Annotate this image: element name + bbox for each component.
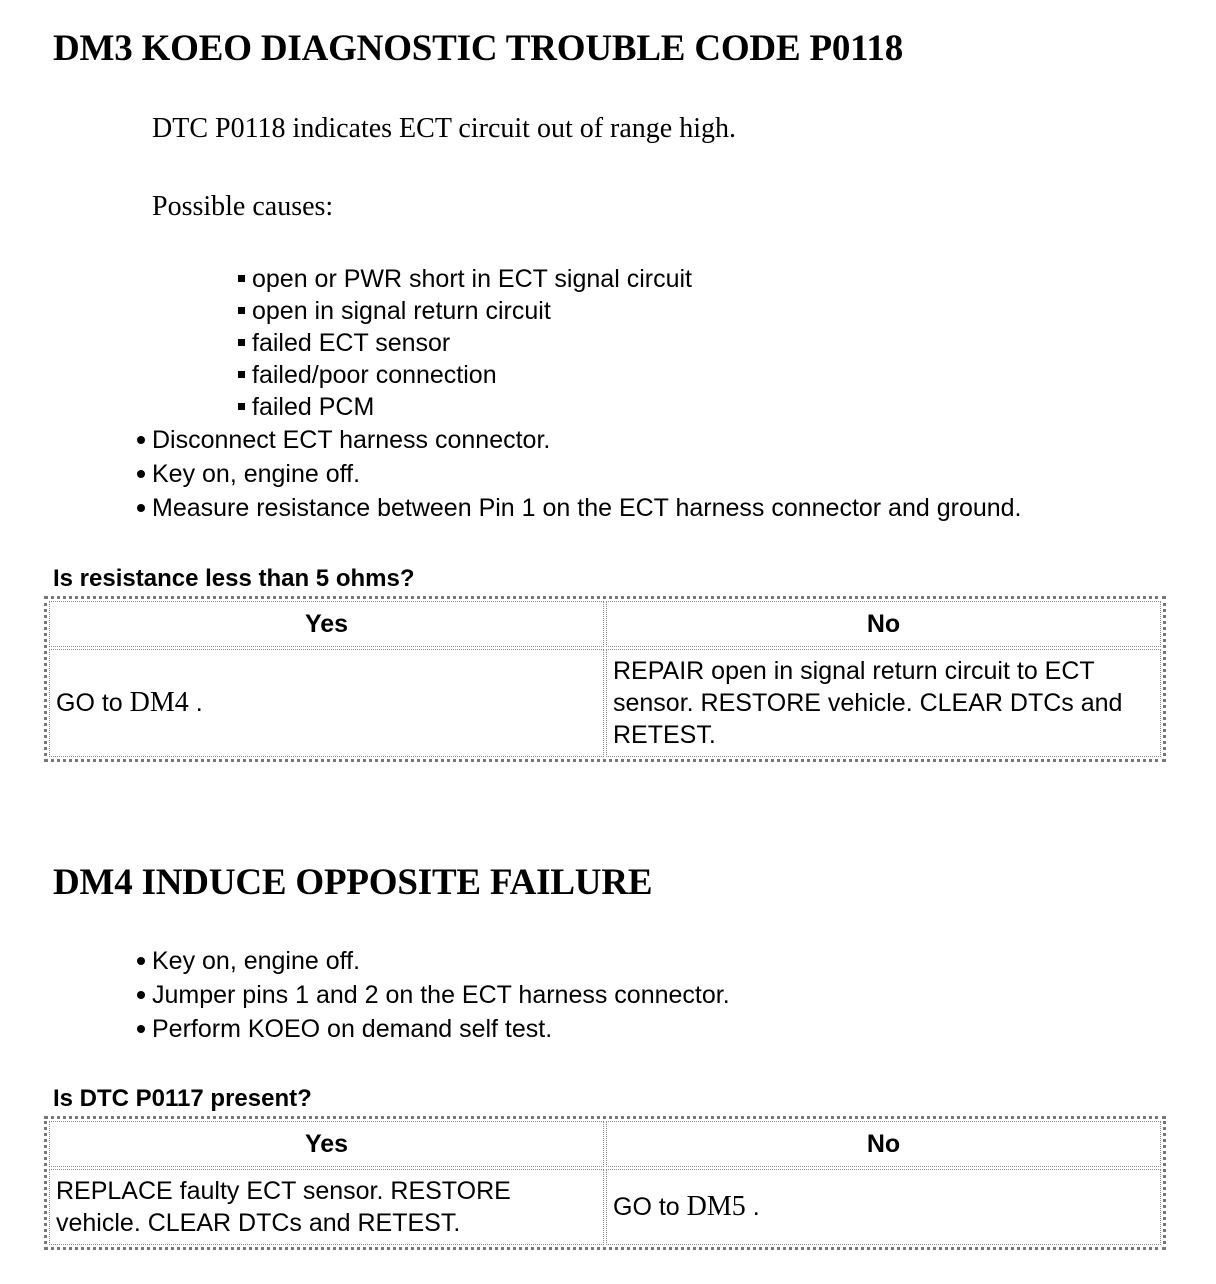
no-cell: REPAIR open in signal return circuit to ECT sensor. RESTORE vehicle. CLEAR DTCs and RETEST.: [606, 649, 1161, 757]
yes-cell: REPLACE faulty ECT sensor. RESTORE vehicle. CLEAR DTCs and RETEST.: [49, 1169, 604, 1245]
step-item: Jumper pins 1 and 2 on the ECT harness connector.: [137, 978, 730, 1012]
yes-header: Yes: [49, 1121, 604, 1167]
dm3-causes-list: [238, 263, 692, 423]
dm3-title: DM3 KOEO DIAGNOSTIC TROUBLE CODE P0118: [53, 28, 904, 69]
dm4-question: Is DTC P0117 present?: [53, 1085, 312, 1112]
cause-item: failed/poor connection: [238, 359, 692, 391]
dm5-link[interactable]: DM5: [686, 1191, 746, 1222]
cause-item: open or PWR short in ECT signal circuit: [238, 263, 692, 295]
square-bullet-icon: [238, 339, 245, 346]
cause-item: open in signal return circuit: [238, 295, 692, 327]
square-bullet-icon: [238, 307, 245, 314]
cause-item: failed ECT sensor: [238, 327, 692, 359]
step-item: Key on, engine off.: [137, 944, 730, 978]
no-header: No: [606, 601, 1161, 647]
yes-header: Yes: [49, 601, 604, 647]
step-item: Measure resistance between Pin 1 on the ECT harness connector and ground.: [137, 491, 1022, 525]
dm3-causes-label: Possible causes:: [152, 191, 334, 222]
step-item: Disconnect ECT harness connector.: [137, 423, 1022, 457]
dm3-question: Is resistance less than 5 ohms?: [53, 565, 415, 592]
square-bullet-icon: [238, 275, 245, 282]
cause-item: failed PCM: [238, 391, 692, 423]
round-bullet-icon: [137, 991, 145, 999]
square-bullet-icon: [238, 403, 245, 410]
round-bullet-icon: [137, 470, 145, 478]
dm3-steps-list: [137, 423, 1022, 525]
no-cell: GO to DM5 .: [606, 1169, 1161, 1245]
dm4-steps-list: [137, 944, 730, 1046]
dm4-answer-table: [44, 1116, 1166, 1250]
round-bullet-icon: [137, 504, 145, 512]
dm3-description: DTC P0118 indicates ECT circuit out of range high.: [152, 113, 737, 144]
dm4-link[interactable]: DM4: [129, 687, 189, 718]
square-bullet-icon: [238, 371, 245, 378]
round-bullet-icon: [137, 436, 145, 444]
step-item: Perform KOEO on demand self test.: [137, 1012, 730, 1046]
no-header: No: [606, 1121, 1161, 1167]
round-bullet-icon: [137, 1025, 145, 1033]
dm3-answer-table: [44, 596, 1166, 762]
yes-cell: GO to DM4 .: [49, 649, 604, 757]
dm4-title: DM4 INDUCE OPPOSITE FAILURE: [53, 862, 653, 903]
round-bullet-icon: [137, 957, 145, 965]
step-item: Key on, engine off.: [137, 457, 1022, 491]
